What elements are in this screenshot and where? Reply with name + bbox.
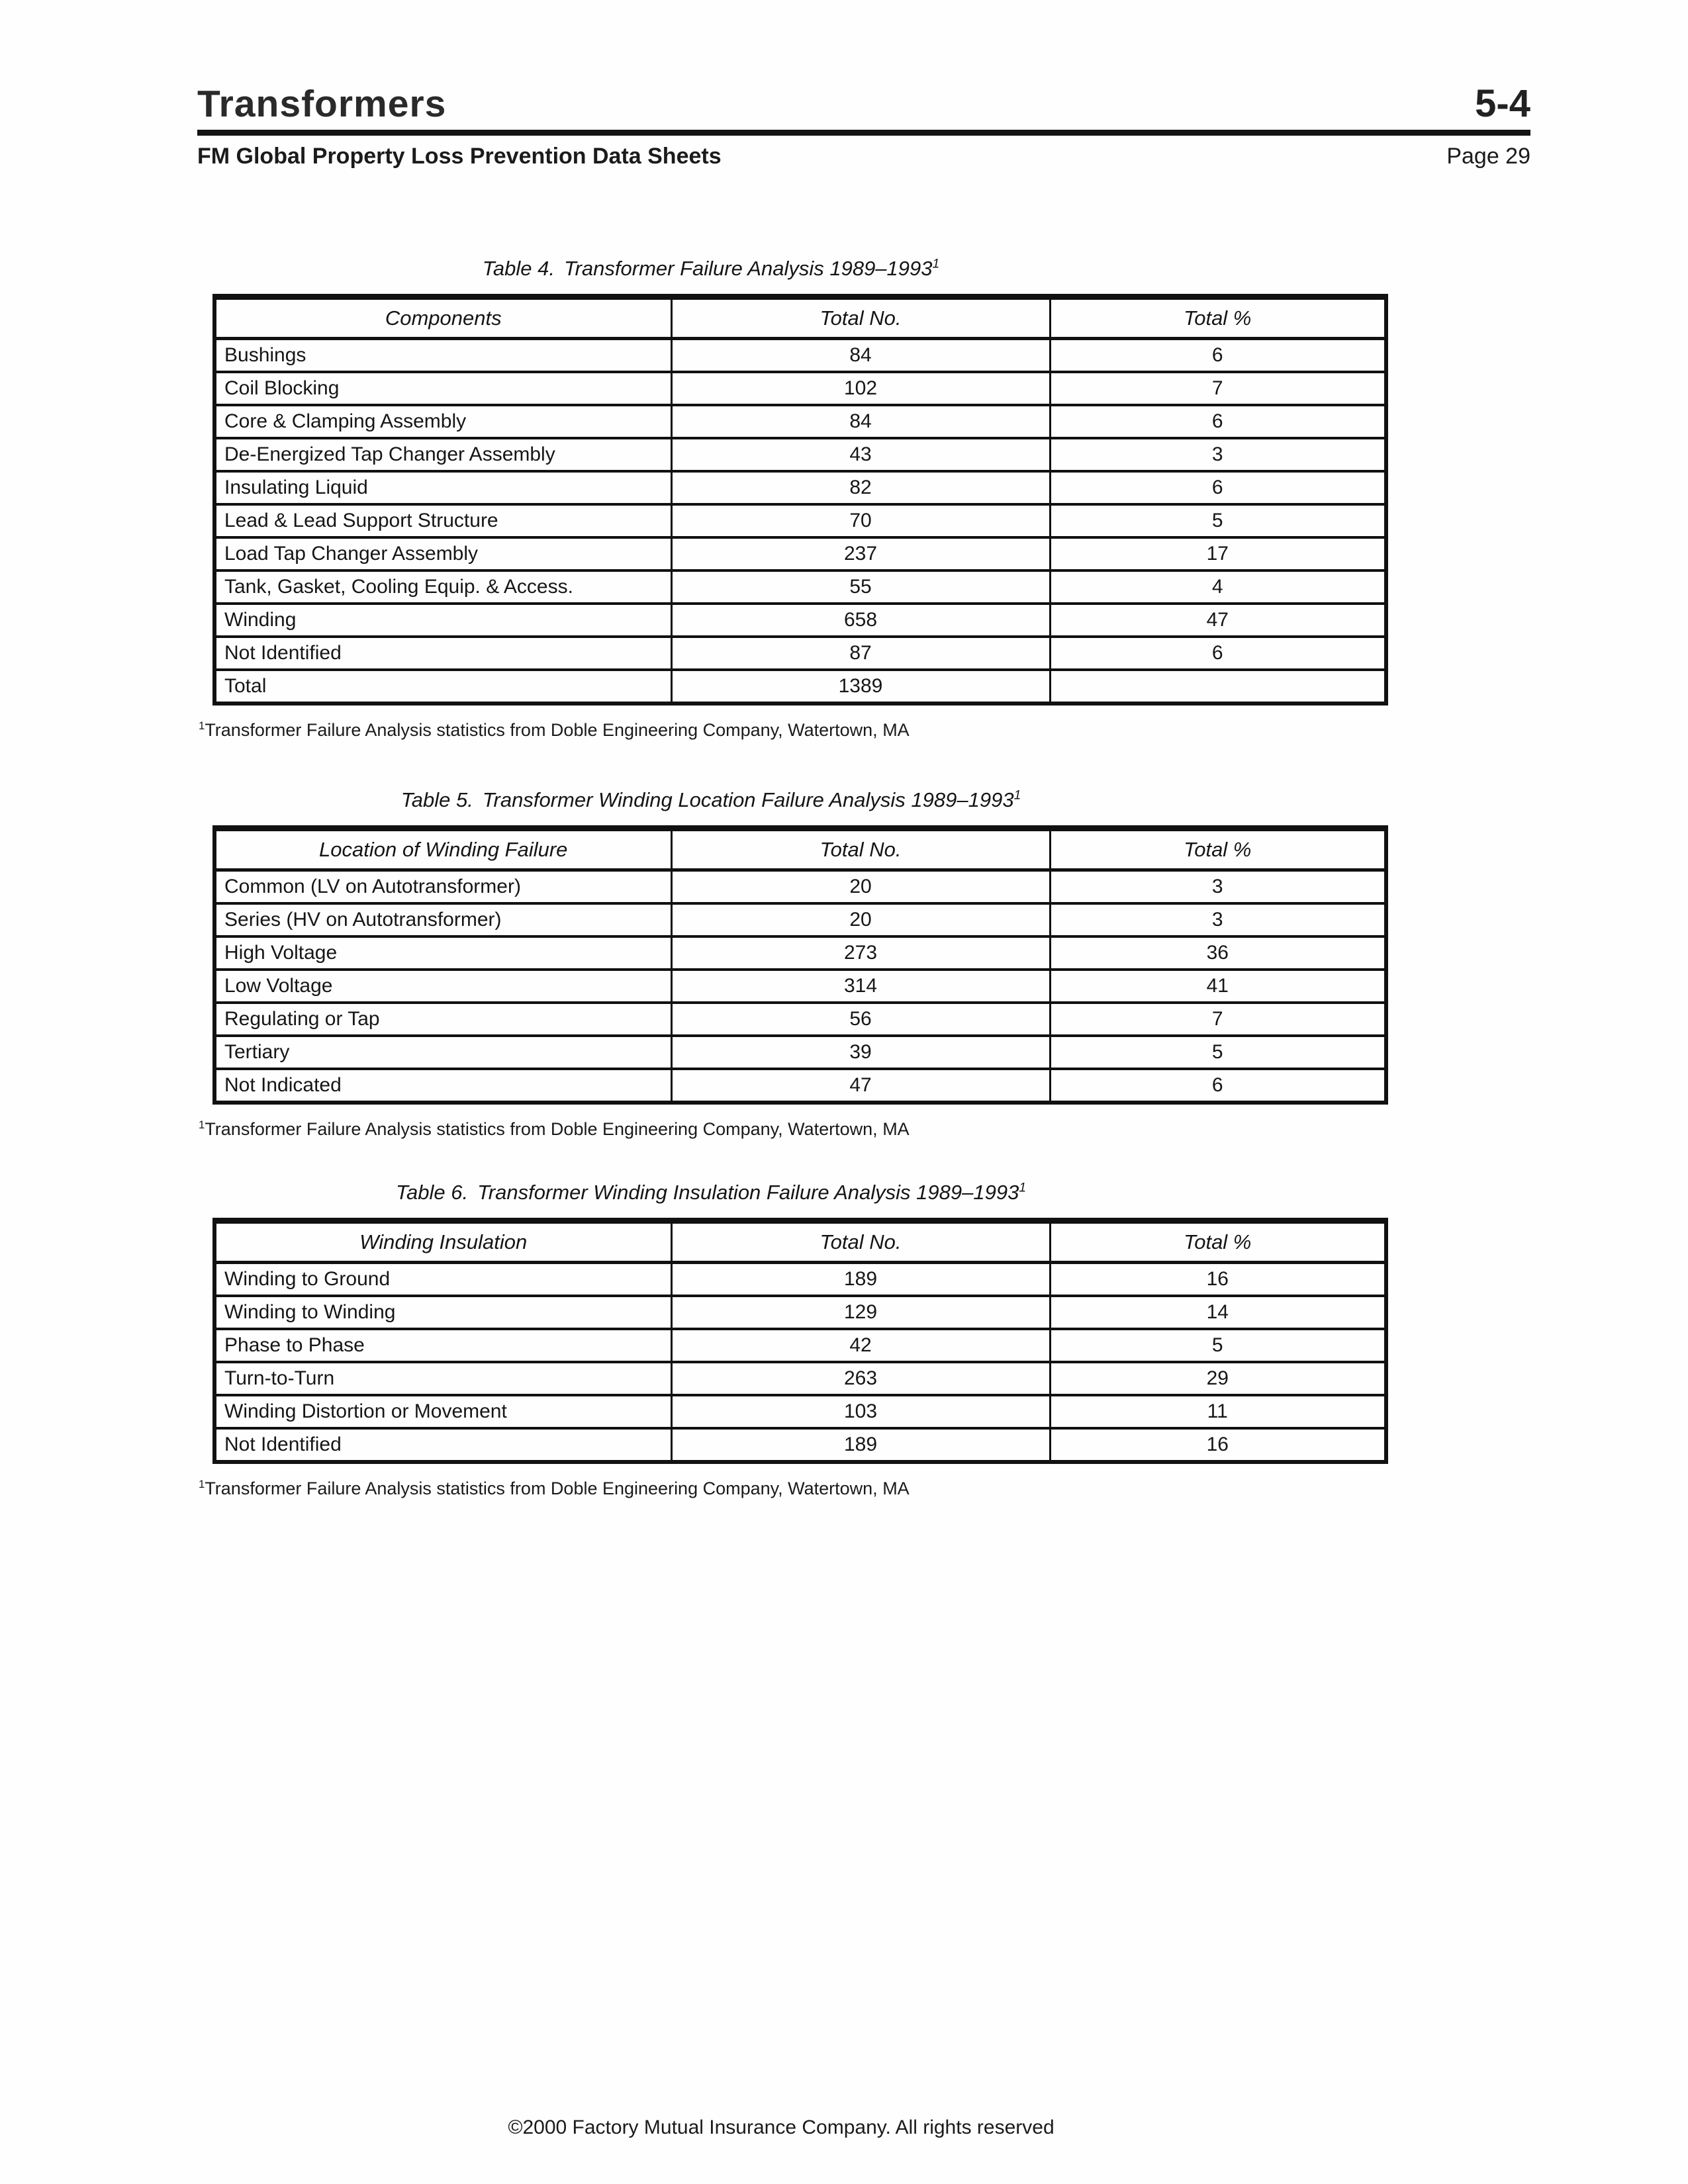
row-total-no: 273 [671, 936, 1050, 970]
row-total-pct: 6 [1050, 405, 1386, 438]
row-label: Coil Blocking [214, 372, 671, 405]
row-total-no: 55 [671, 570, 1050, 604]
table-row [214, 438, 1386, 471]
table-6-caption [125, 1181, 1297, 1206]
row-label: Winding Distortion or Movement [214, 1395, 671, 1428]
row-total-pct: 36 [1050, 936, 1386, 970]
row-total-no: 20 [671, 903, 1050, 936]
table-4-footnote [199, 720, 1384, 741]
table-4 [212, 294, 1388, 705]
row-label: Phase to Phase [214, 1329, 671, 1362]
row-label: Common (LV on Autotransformer) [214, 870, 671, 904]
tables-area [199, 257, 1384, 1499]
column-header-total-no: Total No. [671, 1221, 1050, 1263]
section-title: Transformers [197, 83, 447, 125]
header-rule [197, 130, 1530, 136]
table-4-caption [125, 257, 1297, 282]
table-5 [212, 825, 1388, 1105]
row-total-pct: 11 [1050, 1395, 1386, 1428]
table-row [214, 970, 1386, 1003]
row-total-pct: 41 [1050, 970, 1386, 1003]
row-total-pct: 5 [1050, 1329, 1386, 1362]
column-header-winding-insulation: Winding Insulation [214, 1221, 671, 1263]
row-total-pct: 6 [1050, 339, 1386, 373]
table-row [214, 570, 1386, 604]
table-row [214, 471, 1386, 504]
table-row [214, 637, 1386, 670]
row-label: Winding to Ground [214, 1263, 671, 1297]
table-row [214, 1069, 1386, 1103]
row-total-no: 47 [671, 1069, 1050, 1103]
table-row [214, 604, 1386, 637]
row-label: Core & Clamping Assembly [214, 405, 671, 438]
row-total-pct: 3 [1050, 870, 1386, 904]
table-row [214, 1428, 1386, 1462]
footnote-text: Transformer Failure Analysis statistics from Doble Engineering Company, Watertown, MA [205, 1479, 910, 1498]
table-6 [212, 1218, 1388, 1464]
row-label: Insulating Liquid [214, 471, 671, 504]
row-total-pct: 14 [1050, 1296, 1386, 1329]
page-number: Page 29 [1446, 144, 1530, 169]
row-total-pct: 6 [1050, 637, 1386, 670]
table-row [214, 1296, 1386, 1329]
table-row [214, 537, 1386, 570]
table-caption-label: Table 5. [400, 788, 473, 811]
footnote-marker: 1 [199, 1118, 205, 1131]
row-total-no: 42 [671, 1329, 1050, 1362]
row-label: Tertiary [214, 1036, 671, 1069]
row-total-no: 56 [671, 1003, 1050, 1036]
row-total-no: 87 [671, 637, 1050, 670]
row-total-pct: 5 [1050, 1036, 1386, 1069]
table-row [214, 405, 1386, 438]
row-total-pct: 4 [1050, 570, 1386, 604]
row-label: Turn-to-Turn [214, 1362, 671, 1395]
column-header-total-pct: Total % [1050, 297, 1386, 339]
table-row [214, 1329, 1386, 1362]
row-label: Not Identified [214, 1428, 671, 1462]
table-5-block [199, 788, 1384, 1140]
row-label: Low Voltage [214, 970, 671, 1003]
row-total-pct: 5 [1050, 504, 1386, 537]
row-total-pct: 7 [1050, 372, 1386, 405]
row-total-no: 314 [671, 970, 1050, 1003]
row-total-no: 20 [671, 870, 1050, 904]
table-row [214, 870, 1386, 904]
table-header-row [214, 297, 1386, 339]
table-row [214, 1036, 1386, 1069]
table-header-row [214, 829, 1386, 870]
row-total-pct: 16 [1050, 1263, 1386, 1297]
table-caption-title: Transformer Failure Analysis 1989–1993 [563, 257, 933, 280]
row-total-pct: 3 [1050, 438, 1386, 471]
table-row [214, 1263, 1386, 1297]
row-total-no: 189 [671, 1263, 1050, 1297]
row-label: De-Energized Tap Changer Assembly [214, 438, 671, 471]
column-header-total-no: Total No. [671, 297, 1050, 339]
row-total-no: 658 [671, 604, 1050, 637]
row-total-no: 189 [671, 1428, 1050, 1462]
row-total-no: 102 [671, 372, 1050, 405]
table-caption-footnote-marker: 1 [1013, 788, 1021, 803]
row-total-no: 237 [671, 537, 1050, 570]
row-label: Not Identified [214, 637, 671, 670]
row-label: Series (HV on Autotransformer) [214, 903, 671, 936]
row-total-pct: 6 [1050, 471, 1386, 504]
row-total-no: 263 [671, 1362, 1050, 1395]
table-6-block [199, 1181, 1384, 1499]
table-header-row [214, 1221, 1386, 1263]
row-label: Winding to Winding [214, 1296, 671, 1329]
row-total-no: 103 [671, 1395, 1050, 1428]
row-total-no: 1389 [671, 670, 1050, 704]
datasheet-number: 5-4 [1475, 82, 1530, 125]
header-bottom-row [197, 144, 1530, 169]
table-caption-title: Transformer Winding Insulation Failure Analysis 1989–1993 [477, 1181, 1019, 1204]
table-row [214, 1362, 1386, 1395]
table-caption-title: Transformer Winding Location Failure Analysis 1989–1993 [482, 788, 1014, 811]
footnote-marker: 1 [199, 719, 205, 732]
column-header-total-pct: Total % [1050, 1221, 1386, 1263]
row-total-pct: 6 [1050, 1069, 1386, 1103]
footnote-marker: 1 [199, 1478, 205, 1490]
row-label: Regulating or Tap [214, 1003, 671, 1036]
table-caption-footnote-marker: 1 [932, 257, 940, 271]
table-row [214, 1003, 1386, 1036]
column-header-location: Location of Winding Failure [214, 829, 671, 870]
row-total-no: 129 [671, 1296, 1050, 1329]
table-caption-footnote-marker: 1 [1019, 1181, 1027, 1195]
table-5-footnote [199, 1119, 1384, 1140]
table-4-block [199, 257, 1384, 741]
row-label: Bushings [214, 339, 671, 373]
row-total-no: 70 [671, 504, 1050, 537]
row-label: Load Tap Changer Assembly [214, 537, 671, 570]
row-total-pct: 16 [1050, 1428, 1386, 1462]
row-total-no: 84 [671, 339, 1050, 373]
column-header-total-no: Total No. [671, 829, 1050, 870]
row-total-pct: 17 [1050, 537, 1386, 570]
column-header-total-pct: Total % [1050, 829, 1386, 870]
row-total-no: 82 [671, 471, 1050, 504]
row-total-pct: 29 [1050, 1362, 1386, 1395]
table-row [214, 903, 1386, 936]
row-label: Winding [214, 604, 671, 637]
table-row [214, 372, 1386, 405]
row-total-no: 43 [671, 438, 1050, 471]
page-header [197, 82, 1530, 169]
row-total-no: 84 [671, 405, 1050, 438]
table-6-footnote [199, 1479, 1384, 1499]
row-label: Lead & Lead Support Structure [214, 504, 671, 537]
table-row [214, 504, 1386, 537]
header-top-row [197, 82, 1530, 125]
row-label: Total [214, 670, 671, 704]
row-total-no: 39 [671, 1036, 1050, 1069]
table-caption-label: Table 4. [482, 257, 555, 280]
row-total-pct [1050, 670, 1386, 704]
table-row [214, 1395, 1386, 1428]
row-total-pct: 7 [1050, 1003, 1386, 1036]
row-label: Not Indicated [214, 1069, 671, 1103]
table-caption-label: Table 6. [395, 1181, 469, 1204]
document-subtitle: FM Global Property Loss Prevention Data Sheets [197, 144, 722, 169]
row-label: Tank, Gasket, Cooling Equip. & Access. [214, 570, 671, 604]
footnote-text: Transformer Failure Analysis statistics from Doble Engineering Company, Watertown, MA [205, 1119, 910, 1139]
row-total-pct: 3 [1050, 903, 1386, 936]
row-label: High Voltage [214, 936, 671, 970]
footnote-text: Transformer Failure Analysis statistics from Doble Engineering Company, Watertown, MA [205, 720, 910, 740]
row-total-pct: 47 [1050, 604, 1386, 637]
table-row [214, 670, 1386, 704]
table-5-caption [125, 788, 1297, 813]
table-row [214, 339, 1386, 373]
table-row [214, 936, 1386, 970]
column-header-components: Components [214, 297, 671, 339]
copyright-notice: ©2000 Factory Mutual Insurance Company. All rights reserved [508, 2116, 1055, 2138]
